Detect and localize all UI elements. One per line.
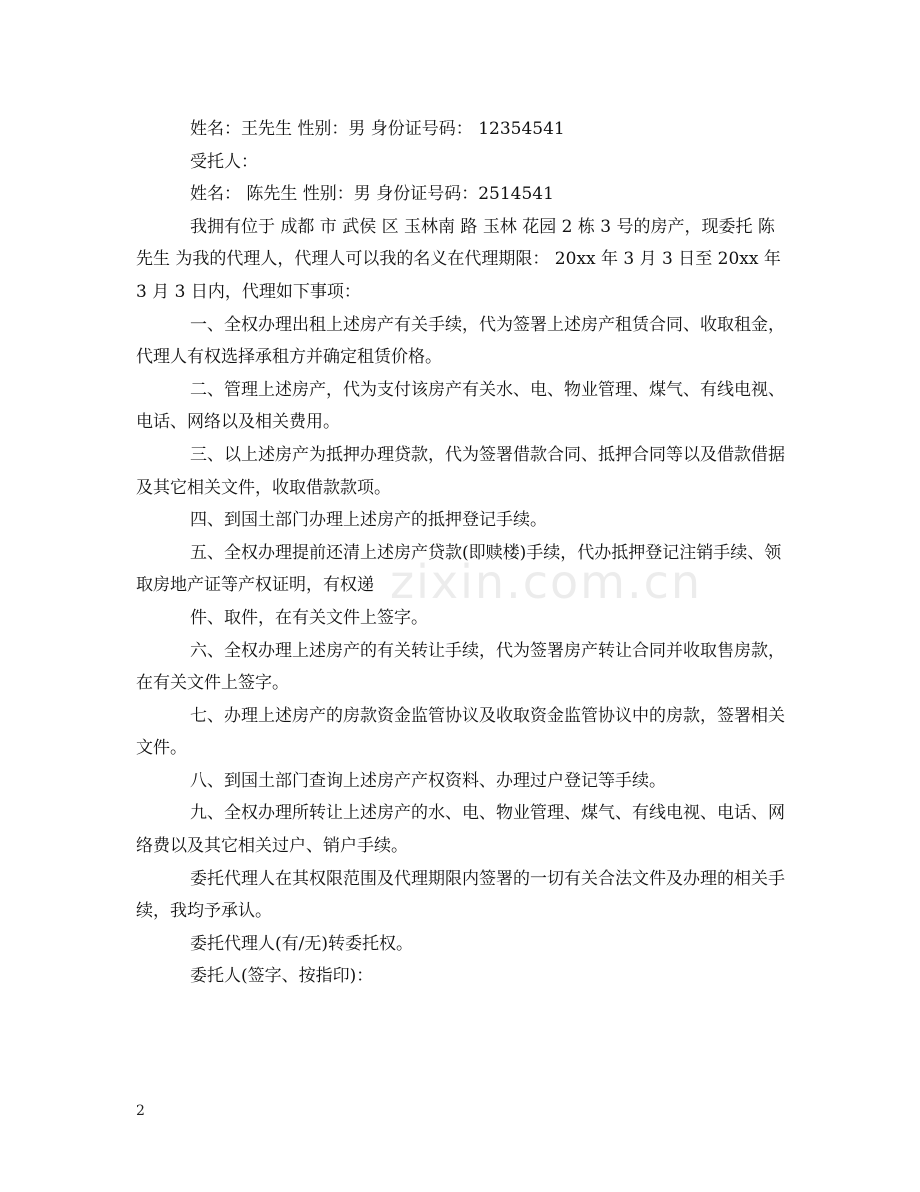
paragraph-agent-heading: 受托人： <box>190 151 258 172</box>
paragraph-property-statement: 我拥有位于 成都 市 武侯 区 玉林南 路 玉林 花园 2 栋 3 号的房产，现委托 陈先生 为我的代理人，代理人可以我的名义在代理期限： 20xx 年 3 月 3 日至 20xx 年 3 月 3 日内，代理如下事项： <box>136 216 781 302</box>
paragraph-subdelegation: 委托代理人(有/无)转委托权。 <box>190 933 413 954</box>
watermark: zixin.com.cn <box>390 555 703 609</box>
paragraph-item-7: 七、办理上述房产的房款资金监管协议及收取资金监管协议中的房款，签署相关文件。 <box>136 705 785 759</box>
paragraph-item-2: 二、管理上述房产，代为支付该房产有关水、电、物业管理、煤气、有线电视、电话、网络以及相关费用。 <box>136 379 785 433</box>
paragraph-item-6: 六、全权办理上述房产的有关转让手续，代为签署房产转让合同并收取售房款，在有关文件上签字。 <box>136 640 785 694</box>
paragraph-agent-info: 姓名： 陈先生 性别：男 身份证号码：2514541 <box>190 184 554 205</box>
paragraph-item-9: 九、全权办理所转让上述房产的水、电、物业管理、煤气、有线电视、电话、网络费以及其它相关过户、销户手续。 <box>136 803 785 857</box>
paragraph-item-8: 八、到国土部门查询上述房产产权资料、办理过户登记等手续。 <box>190 770 666 791</box>
paragraph-item-5-continued: 件、取件，在有关文件上签字。 <box>190 607 428 628</box>
paragraph-acknowledgement: 委托代理人在其权限范围及代理期限内签署的一切有关合法文件及办理的相关手续，我均予承认。 <box>136 868 785 922</box>
paragraph-item-1: 一、全权办理出租上述房产有关手续，代为签署上述房产租赁合同、收取租金，代理人有权选择承租方并确定租赁价格。 <box>136 314 785 368</box>
paragraph-item-3: 三、以上述房产为抵押办理贷款，代为签署借款合同、抵押合同等以及借款借据及其它相关文件，收取借款款项。 <box>136 444 785 498</box>
document-body <box>136 113 786 993</box>
paragraph-signature-line: 委托人(签字、按指印)： <box>190 966 374 987</box>
paragraph-principal-info: 姓名：王先生 性别：男 身份证号码： 12354541 <box>190 119 565 139</box>
page-number: 2 <box>136 1103 145 1119</box>
paragraph-item-4: 四、到国土部门办理上述房产的抵押登记手续。 <box>190 510 547 531</box>
paragraph-item-5: 五、全权办理提前还清上述房产贷款(即赎楼)手续，代办抵押登记注销手续、领取房地产证等产权证明，有权递 <box>136 542 782 596</box>
